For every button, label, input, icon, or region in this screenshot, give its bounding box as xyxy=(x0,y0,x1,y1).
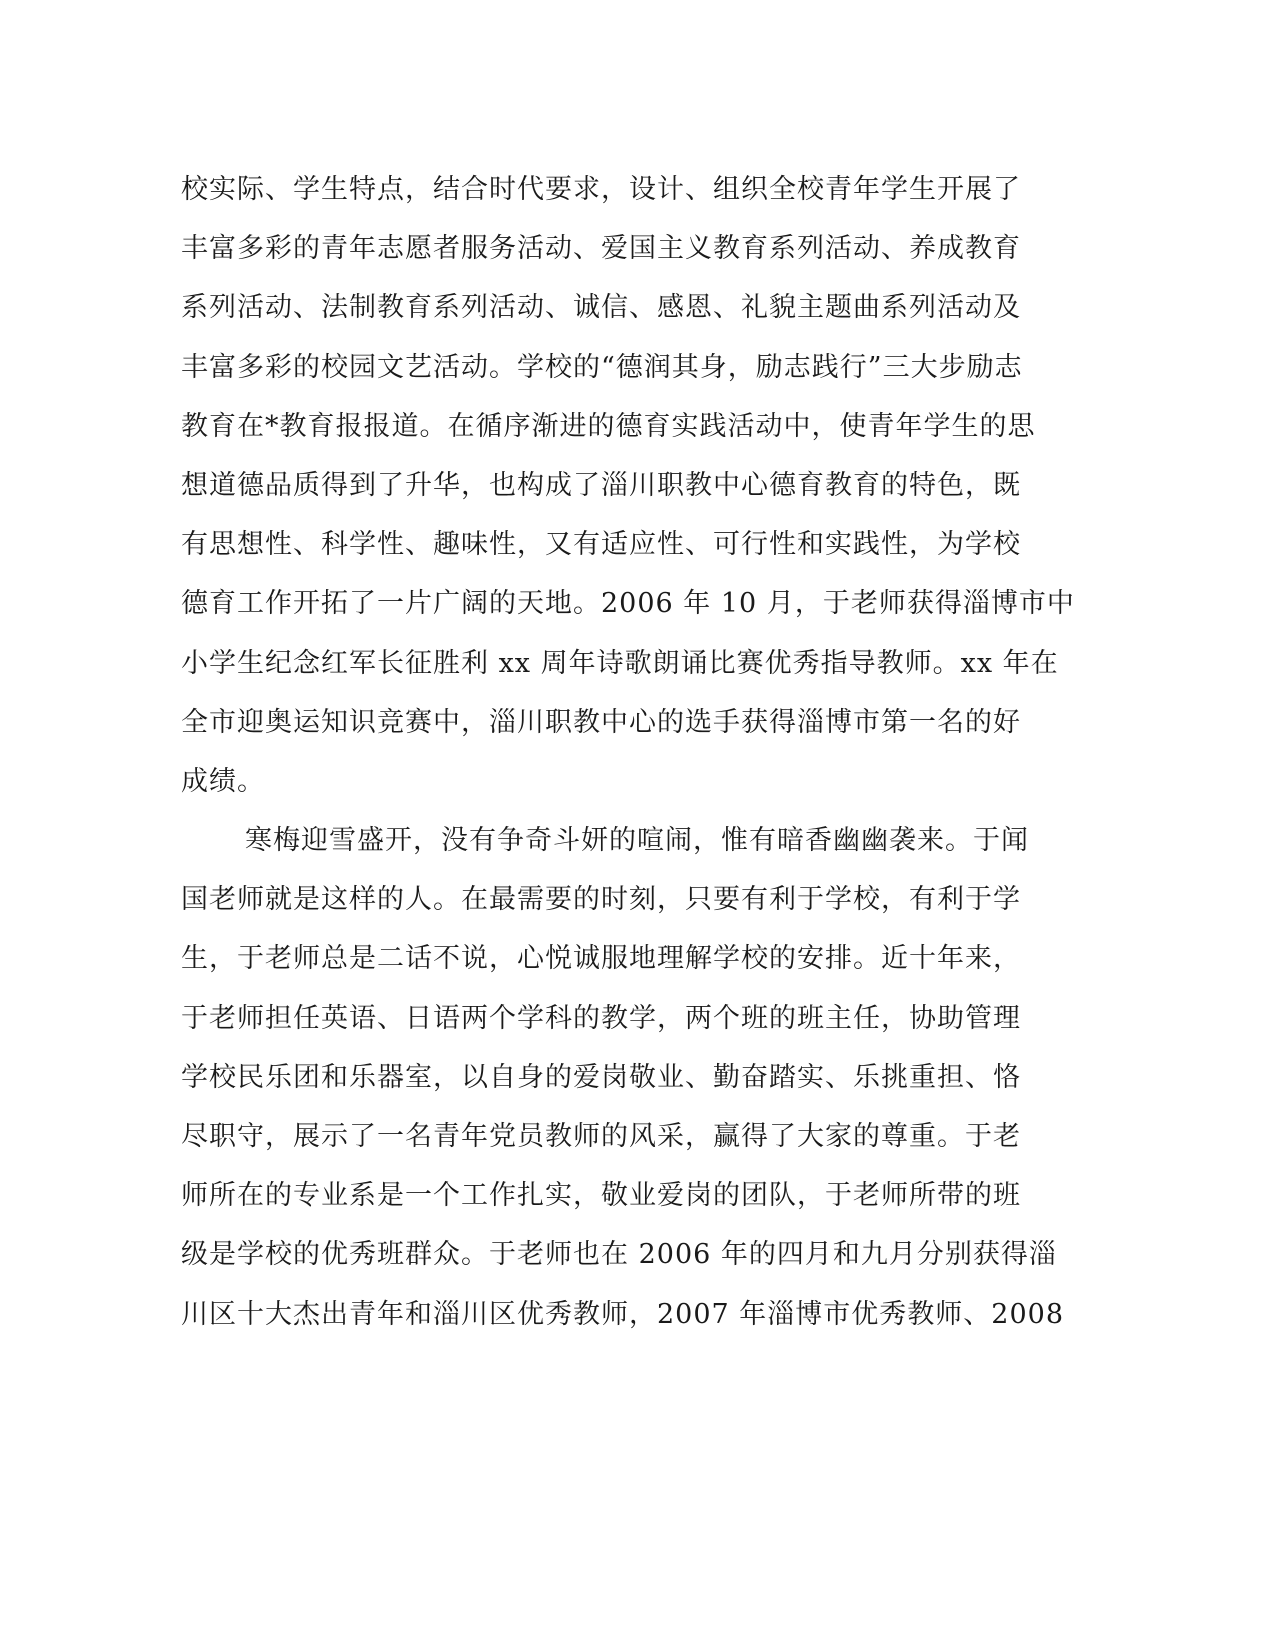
text-line: 有思想性、科学性、趣味性，又有适应性、可行性和实践性，为学校 xyxy=(181,529,1021,561)
text-line: 小学生纪念红军长征胜利 xx 周年诗歌朗诵比赛优秀指导教师。xx 年在 xyxy=(181,647,1059,679)
text-line: 川区十大杰出青年和淄川区优秀教师，2007 年淄博市优秀教师、2008 xyxy=(181,1298,1065,1330)
text-line: 系列活动、法制教育系列活动、诚信、感恩、礼貌主题曲系列活动及 xyxy=(181,292,1021,324)
document-body xyxy=(181,160,1075,1344)
text-line: 级是学校的优秀班群众。于老师也在 2006 年的四月和九月分别获得淄 xyxy=(181,1239,1057,1271)
text-line: 想道德品质得到了升华，也构成了淄川职教中心德育教育的特色，既 xyxy=(181,469,1021,501)
text-line: 师所在的专业系是一个工作扎实，敬业爱岗的团队，于老师所带的班 xyxy=(181,1180,1021,1212)
text-line: 全市迎奥运知识竞赛中，淄川职教中心的选手获得淄博市第一名的好 xyxy=(181,706,1021,738)
text-line: 寒梅迎雪盛开，没有争奇斗妍的喧闹，惟有暗香幽幽袭来。于闻 xyxy=(245,825,1029,857)
text-line: 于老师担任英语、日语两个学科的教学，两个班的班主任，协助管理 xyxy=(181,1002,1021,1034)
text-line: 生，于老师总是二话不说，心悦诚服地理解学校的安排。近十年来， xyxy=(181,943,1021,975)
text-line: 丰富多彩的青年志愿者服务活动、爱国主义教育系列活动、养成教育 xyxy=(181,233,1021,265)
text-line: 国老师就是这样的人。在最需要的时刻，只要有利于学校，有利于学 xyxy=(181,884,1021,916)
text-line: 丰富多彩的校园文艺活动。学校的“德润其身，励志践行”三大步励志 xyxy=(181,351,1023,383)
paragraph-1 xyxy=(181,160,1075,811)
text-line: 校实际、学生特点，结合时代要求，设计、组织全校青年学生开展了 xyxy=(181,174,1021,205)
text-line: 德育工作开拓了一片广阔的天地。2006 年 10 月，于老师获得淄博市中 xyxy=(181,588,1075,620)
text-line: 尽职守，展示了一名青年党员教师的风采，赢得了大家的尊重。于老 xyxy=(181,1121,1021,1152)
text-line: 成绩。 xyxy=(181,765,265,797)
paragraph-2 xyxy=(181,811,1065,1344)
text-line: 学校民乐团和乐器室，以自身的爱岗敬业、勤奋踏实、乐挑重担、恪 xyxy=(181,1061,1021,1093)
text-line: 教育在*教育报报道。在循序渐进的德育实践活动中，使青年学生的思 xyxy=(181,410,1036,442)
